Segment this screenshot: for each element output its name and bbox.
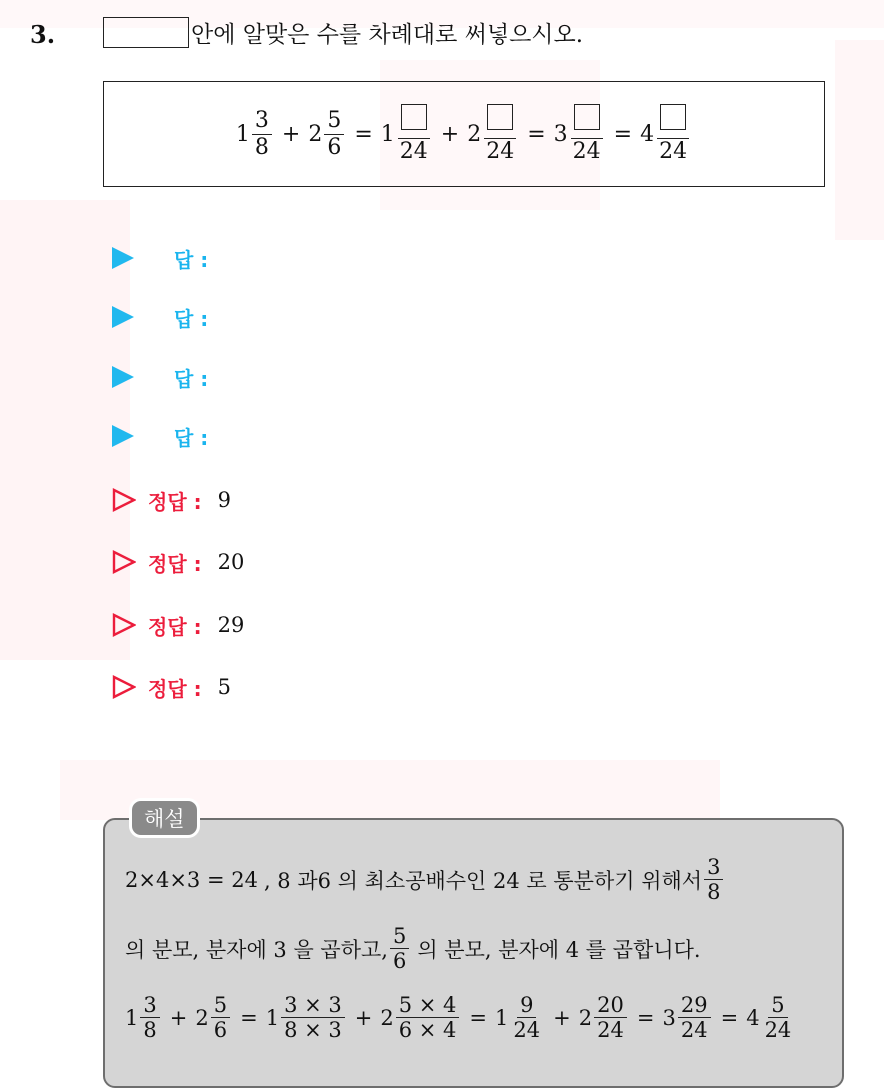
- denominator: 24: [764, 1018, 792, 1043]
- denominator: 8 × 3: [284, 1018, 342, 1043]
- equals-sign: =: [636, 1005, 655, 1030]
- fraction: [211, 993, 230, 1042]
- denominator: 6: [327, 134, 342, 160]
- numerator: 5: [211, 993, 230, 1018]
- expl-text: , 8 과6 의 최소공배수인 24 로 통분하기 위해서: [263, 868, 703, 893]
- question-number: 3.: [30, 20, 56, 49]
- equals-sign: =: [354, 121, 373, 147]
- plus-sign: +: [354, 1005, 373, 1030]
- play-arrow-icon: [112, 247, 134, 269]
- eq-whole-2: 2: [308, 121, 323, 147]
- eq-whole-1: 1: [235, 121, 250, 147]
- correct-value: 5: [217, 675, 231, 699]
- denominator: 24: [597, 1018, 624, 1043]
- numerator: 20: [594, 993, 627, 1018]
- numerator: 29: [678, 993, 711, 1018]
- numerator: 3 × 3: [281, 993, 345, 1018]
- outline-arrow-icon: [112, 675, 136, 699]
- play-arrow-icon: [112, 306, 134, 328]
- answer-blank-1[interactable]: [398, 104, 430, 139]
- denominator: 24: [513, 1018, 541, 1043]
- equation-box: [103, 81, 825, 187]
- whole-number: 1: [125, 1005, 139, 1030]
- eq-whole-6: 4: [640, 121, 655, 147]
- expl-text: 의 분모, 분자에 3 을 곱하고,: [125, 937, 388, 962]
- fraction: [678, 993, 711, 1042]
- equals-sign: =: [720, 1005, 739, 1030]
- fraction: [510, 993, 543, 1042]
- answer-label: 답 :: [174, 425, 209, 450]
- eq-fraction-2: [324, 108, 344, 160]
- answer-row-4[interactable]: [112, 421, 208, 451]
- answer-label: 답 :: [174, 366, 209, 391]
- correct-label: 정답 :: [148, 614, 202, 639]
- correct-row-2: [112, 547, 244, 577]
- fraction: [762, 993, 795, 1042]
- answer-blank-2[interactable]: [484, 104, 516, 139]
- denominator: 6: [213, 1018, 228, 1043]
- equals-sign: =: [613, 121, 633, 147]
- eq-fraction-6: [656, 104, 690, 165]
- fraction: [140, 993, 159, 1042]
- numerator: 5: [324, 108, 344, 134]
- expl-fraction: [704, 855, 723, 904]
- eq-whole-3: 1: [380, 121, 395, 147]
- correct-value: 29: [217, 613, 245, 637]
- answer-label: 답 :: [174, 306, 209, 331]
- whole-number: 1: [495, 1005, 509, 1030]
- expl-text: 2×4×3 = 24: [125, 867, 258, 892]
- denominator: 24: [659, 139, 688, 164]
- explanation-line-2: [125, 924, 701, 973]
- eq-fraction-1: [252, 108, 272, 160]
- prompt-text: 안에 알맞은 수를 차례대로 써넣으시오.: [191, 22, 584, 48]
- answer-row-1[interactable]: [112, 243, 208, 273]
- eq-whole-4: 2: [467, 121, 482, 147]
- correct-label: 정답 :: [148, 489, 202, 514]
- denominator: 6: [392, 949, 407, 974]
- eq-fraction-3: [397, 104, 431, 165]
- denominator: 8: [143, 1018, 157, 1043]
- fraction: [281, 993, 345, 1042]
- correct-label: 정답 :: [148, 676, 202, 701]
- explanation-line-3: [125, 993, 796, 1042]
- numerator: 5 × 4: [396, 993, 460, 1018]
- equals-sign: =: [527, 121, 546, 147]
- equals-sign: =: [240, 1005, 258, 1030]
- correct-value: 20: [217, 550, 245, 574]
- expl-text: 의 분모, 분자에 4 를 곱합니다.: [417, 937, 701, 962]
- equals-sign: =: [469, 1005, 488, 1030]
- expl-fraction: [390, 924, 409, 973]
- numerator: 3: [704, 855, 723, 880]
- outline-arrow-icon: [112, 488, 136, 512]
- eq-fraction-4: [483, 104, 517, 165]
- plus-sign: +: [169, 1005, 188, 1030]
- numerator: 5: [768, 993, 787, 1018]
- whole-number: 2: [195, 1005, 209, 1030]
- fraction: [396, 993, 460, 1042]
- denominator: 24: [572, 139, 601, 164]
- plus-sign: +: [281, 121, 301, 147]
- denominator: 6 × 4: [398, 1018, 457, 1043]
- denominator: 24: [399, 139, 428, 164]
- numerator: 9: [517, 993, 536, 1018]
- numerator: 3: [140, 993, 159, 1018]
- fraction: [594, 993, 627, 1042]
- whole-number: 2: [380, 1005, 394, 1030]
- correct-row-1: [112, 485, 231, 515]
- answer-blank-4[interactable]: [657, 104, 689, 139]
- play-arrow-icon: [112, 425, 134, 447]
- answer-blank-3[interactable]: [571, 104, 603, 139]
- question-prompt: [103, 16, 583, 49]
- correct-value: 9: [217, 488, 231, 512]
- play-arrow-icon: [112, 366, 134, 388]
- outline-arrow-icon: [112, 550, 136, 574]
- whole-number: 1: [265, 1005, 280, 1030]
- denominator: 24: [486, 139, 515, 164]
- explanation-line-1: [125, 855, 725, 904]
- plus-sign: +: [553, 1005, 571, 1030]
- answer-label: 답 :: [174, 247, 209, 272]
- correct-label: 정답 :: [148, 551, 202, 576]
- plus-sign: +: [440, 121, 460, 147]
- answer-row-3[interactable]: [112, 362, 208, 392]
- denominator: 8: [707, 880, 721, 905]
- blank-box-icon: [103, 17, 189, 48]
- whole-number: 3: [662, 1005, 676, 1030]
- correct-row-3: [112, 610, 244, 640]
- numerator: 3: [252, 108, 272, 134]
- explanation-tag: 해설: [129, 798, 200, 838]
- answer-row-2[interactable]: [112, 302, 208, 332]
- outline-arrow-icon: [112, 613, 136, 637]
- denominator: 8: [254, 134, 269, 160]
- equation: [236, 104, 692, 165]
- whole-number: 4: [746, 1005, 760, 1030]
- numerator: 5: [390, 924, 409, 949]
- denominator: 24: [680, 1018, 708, 1043]
- eq-whole-5: 3: [553, 121, 568, 147]
- eq-fraction-5: [570, 104, 604, 165]
- whole-number: 2: [578, 1005, 593, 1030]
- correct-row-4: [112, 672, 231, 702]
